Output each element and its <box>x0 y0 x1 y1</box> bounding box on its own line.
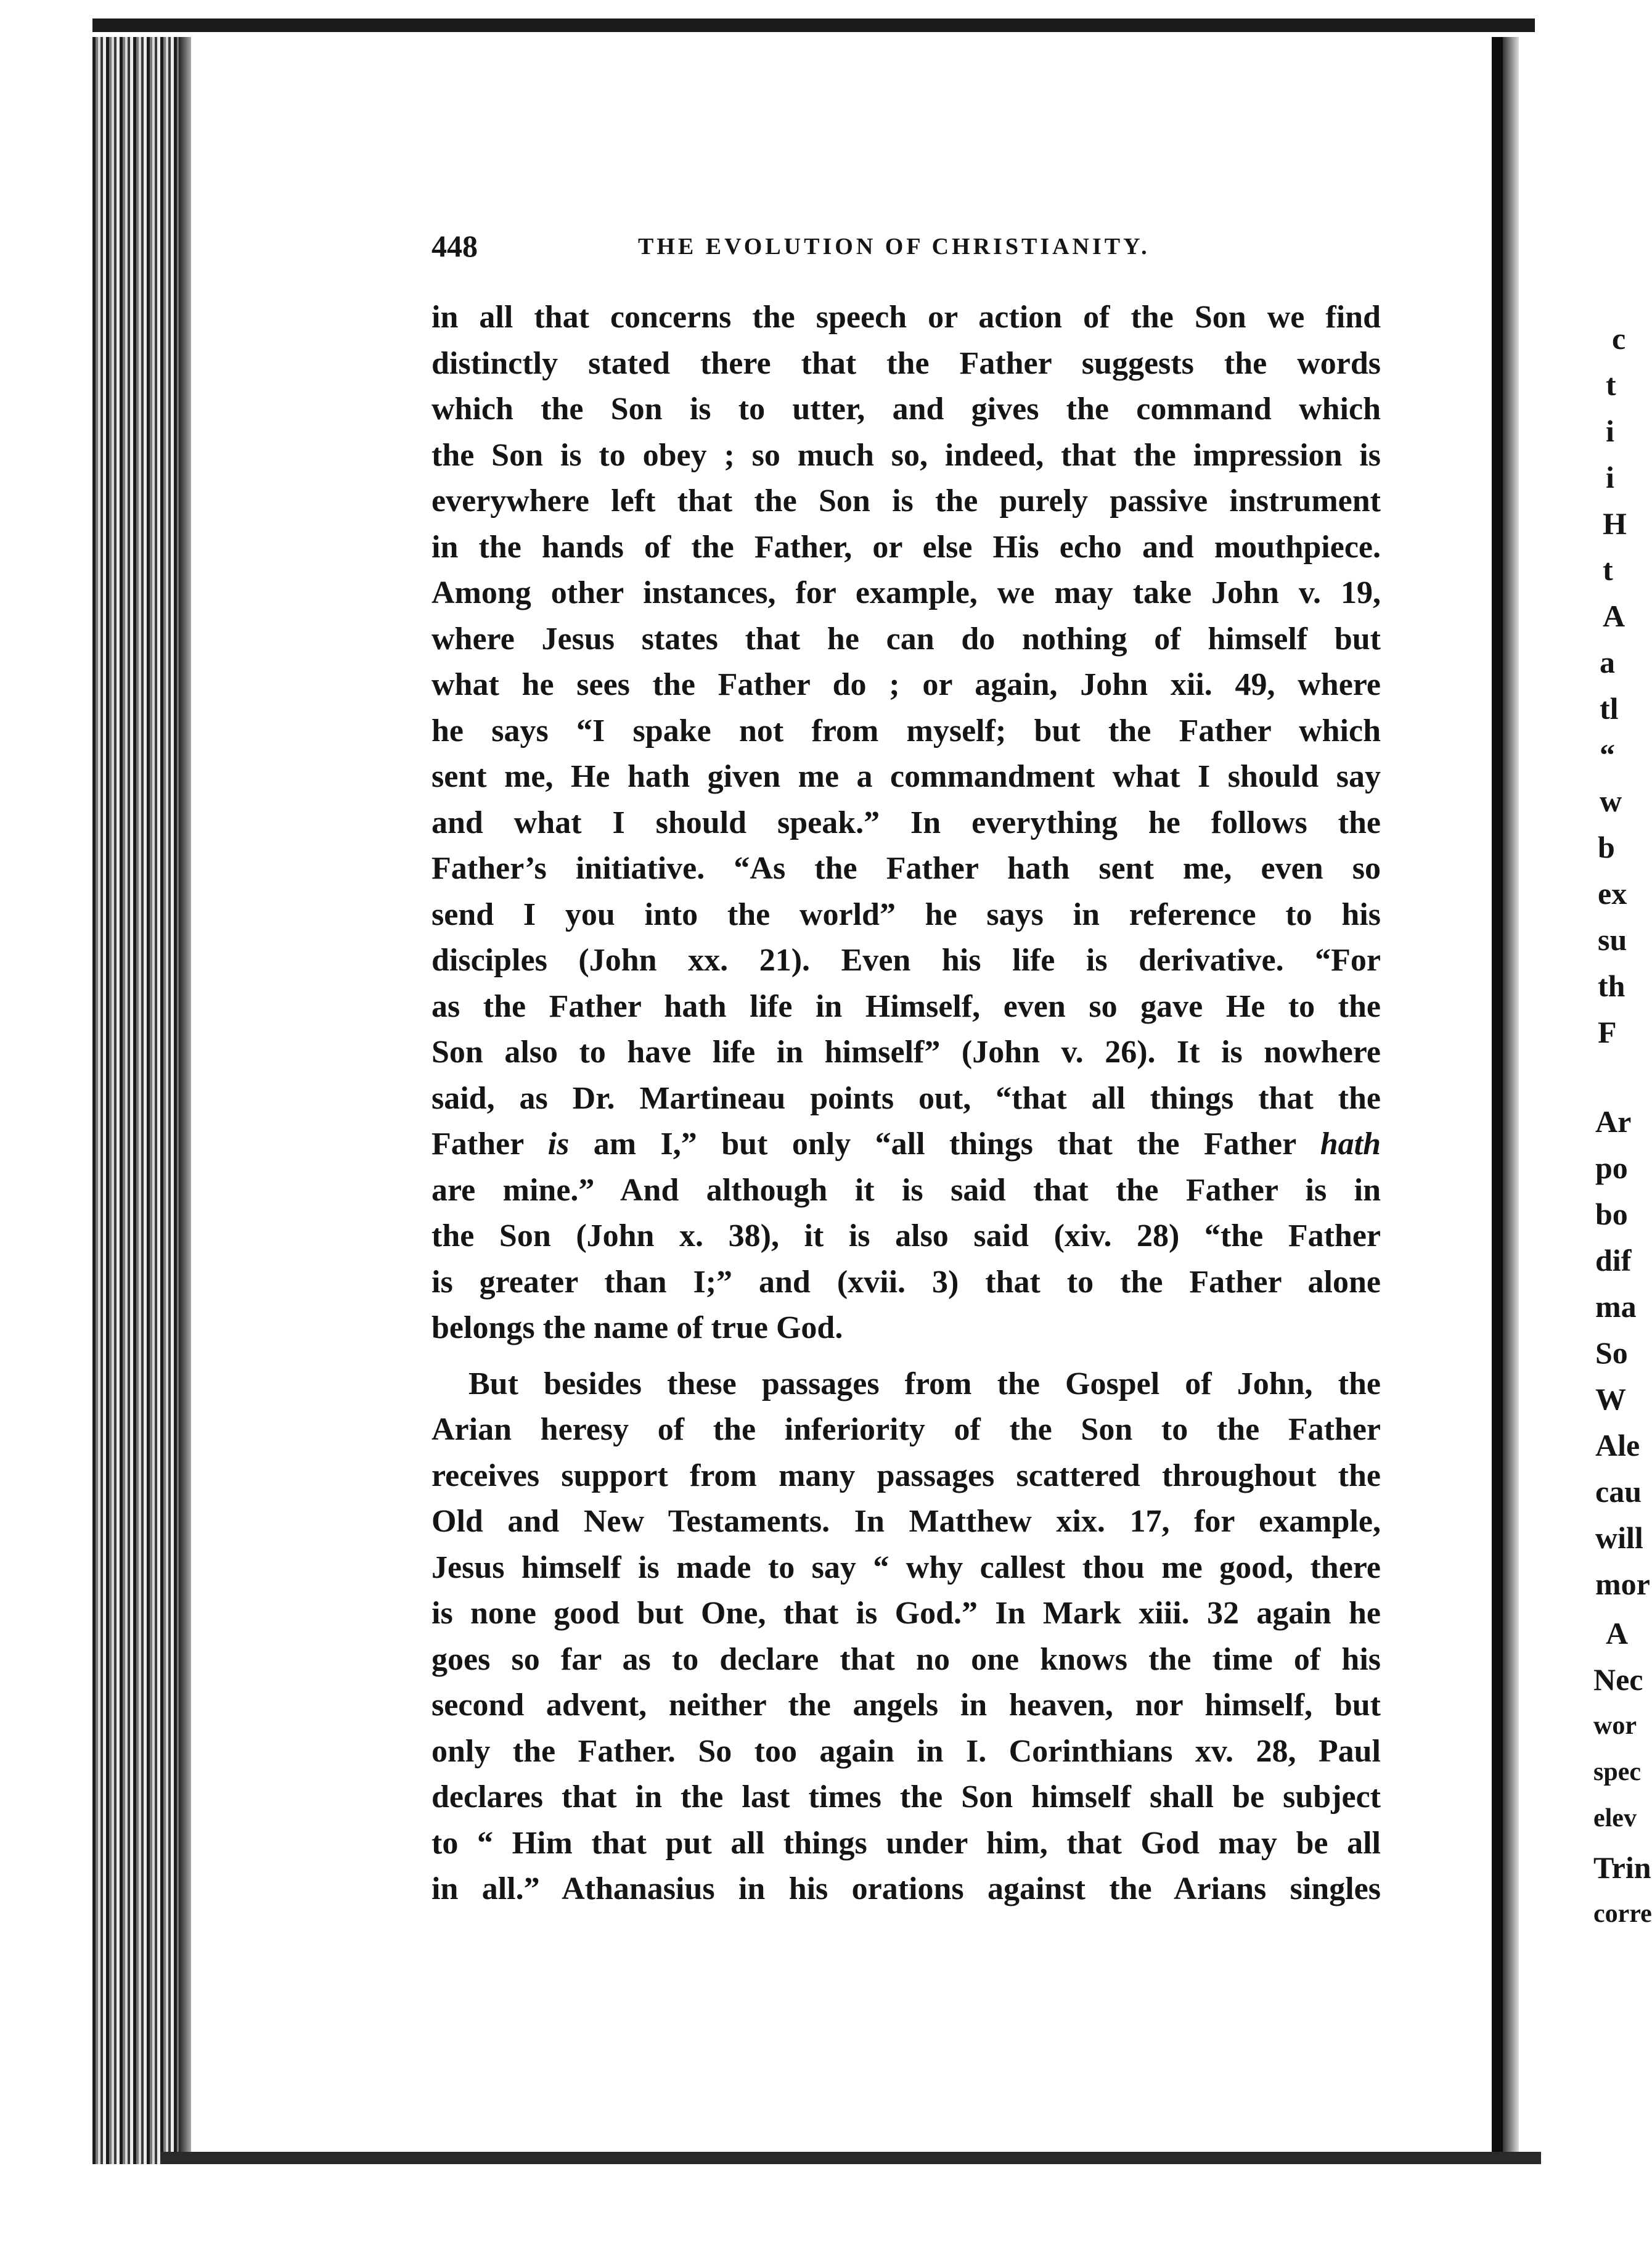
facing-page-fragment: w <box>1600 784 1622 818</box>
facing-page-fragment: po <box>1595 1151 1628 1185</box>
text-line: in the hands of the Father, or else His echo and mouthpiece. <box>431 529 1381 565</box>
book-gutter <box>1492 37 1503 2158</box>
facing-page-fragment: F <box>1598 1015 1617 1049</box>
text-line: and what I should speak.” In everything he follows the <box>431 805 1381 840</box>
page-header <box>431 228 1381 265</box>
text-line: everywhere left that the Son is the purely passive instrument <box>431 483 1381 519</box>
text-line: to “ Him that put all things under him, that God may be all <box>431 1825 1381 1861</box>
text-line: Son also to have life in himself” (John v. 26). It is nowhere <box>431 1035 1381 1070</box>
facing-page-fragment: Ar <box>1595 1104 1632 1139</box>
text-line: what he sees the Father do ; or again, John xii. 49, where <box>431 667 1381 702</box>
book-edge-shadow <box>179 37 191 2164</box>
text-line: disciples (John xx. 21). Even his life is derivative. “For <box>431 943 1381 978</box>
facing-page-fragment: t <box>1603 552 1613 587</box>
facing-page-fragment: cau <box>1595 1474 1642 1509</box>
facing-page-fragment: c <box>1612 321 1626 356</box>
facing-page-fragment: corre <box>1593 1900 1652 1928</box>
text-line: But besides these passages from the Gospel of John, the <box>468 1366 1381 1401</box>
facing-page-fragment: a <box>1600 645 1615 679</box>
facing-page-fragment: H <box>1603 506 1627 541</box>
facing-page-fragment: th <box>1598 969 1625 1003</box>
facing-page-fragment: will <box>1595 1520 1643 1555</box>
text-line: which the Son is to utter, and gives the command which <box>431 392 1381 427</box>
text-line-with-italics <box>431 1122 1381 1168</box>
facing-page-fragment: Ale <box>1595 1428 1640 1462</box>
facing-page-fragment: A <box>1606 1616 1629 1651</box>
running-head: THE EVOLUTION OF CHRISTIANITY. <box>638 234 1150 260</box>
facing-page-fragment: A <box>1603 599 1625 633</box>
text-line: Father’s initiative. “As the Father hath sent me, even so <box>431 851 1381 886</box>
facing-page-fragment: bo <box>1595 1197 1628 1231</box>
text-line: as the Father hath life in Himself, even so gave He to the <box>431 988 1381 1024</box>
text-line: the Son is to obey ; so much so, indeed, that the impression is <box>431 437 1381 473</box>
text-line: receives support from many passages scattered throughout the <box>431 1458 1381 1493</box>
facing-page-fragment: wor <box>1593 1712 1637 1740</box>
facing-page-fragment: So <box>1595 1335 1628 1370</box>
text-line: distinctly stated there that the Father suggests the words <box>431 345 1381 381</box>
facing-page-fragment: ex <box>1598 876 1627 911</box>
text-line: in all.” Athanasius in his orations against the Arians singles <box>431 1871 1381 1906</box>
book-top-edge <box>92 18 1535 32</box>
text-line: Old and New Testaments. In Matthew xix. 17, for example, <box>431 1504 1381 1539</box>
text-line: declares that in the last times the Son himself shall be subject <box>431 1779 1381 1815</box>
facing-page-fragment: mor <box>1595 1567 1650 1601</box>
text-line: goes so far as to declare that no one knows the time of his <box>431 1641 1381 1677</box>
text-line: sent me, He hath given me a commandment what I should say <box>431 759 1381 794</box>
text-line: belongs the name of true God. <box>431 1310 843 1345</box>
facing-page-fragment: elev <box>1593 1804 1637 1832</box>
text-line: only the Father. So too again in I. Corinthians xv. 28, Paul <box>431 1733 1381 1769</box>
text-line: Among other instances, for example, we may take John v. 19, <box>431 575 1381 610</box>
body-text <box>431 295 1381 1913</box>
facing-page-fragment: b <box>1598 830 1615 864</box>
book-gutter-shadow <box>1503 37 1519 2158</box>
text-line: Jesus himself is made to say “ why callest thou me good, there <box>431 1549 1381 1585</box>
text-run: am I,” but only “all things that the Father <box>569 1126 1320 1162</box>
facing-page-fragment: dif <box>1595 1243 1632 1278</box>
page-number: 448 <box>431 229 478 263</box>
facing-page-fragment: tl <box>1600 691 1619 726</box>
facing-page-fragment: “ <box>1600 737 1615 772</box>
text-line: said, as Dr. Martineau points out, “that all things that the <box>431 1080 1381 1116</box>
facing-page-fragment: spec <box>1593 1758 1641 1786</box>
text-line: where Jesus states that he can do nothing of himself but <box>431 621 1381 657</box>
italic-word: hath <box>1320 1126 1381 1162</box>
book-page-edges <box>92 37 185 2164</box>
facing-page-fragment: i <box>1606 414 1614 448</box>
italic-word: is <box>547 1126 570 1162</box>
text-line: Arian heresy of the inferiority of the Son to the Father <box>431 1412 1381 1447</box>
facing-page-fragment: su <box>1598 922 1627 957</box>
facing-page-fragment: i <box>1606 460 1614 494</box>
text-line: are mine.” And although it is said that the Father is in <box>431 1172 1381 1208</box>
book-bottom-edge <box>160 2152 1541 2164</box>
text-line: is greater than I;” and (xvii. 3) that to the Father alone <box>431 1264 1381 1300</box>
facing-page-fragment: t <box>1606 367 1616 402</box>
facing-page-fragment: Trin <box>1593 1850 1651 1885</box>
facing-page-fragments <box>1541 290 1652 2139</box>
text-line: he says “I spake not from myself; but the Father which <box>431 713 1381 749</box>
text-line: in all that concerns the speech or action of the Son we find <box>431 300 1381 335</box>
facing-page-fragment: Nec <box>1593 1662 1643 1697</box>
facing-page-fragment: W <box>1595 1382 1626 1416</box>
text-run: Father <box>431 1126 548 1162</box>
text-line: the Son (John x. 38), it is also said (xiv. 28) “the Father <box>431 1218 1381 1253</box>
text-line: second advent, neither the angels in heaven, nor himself, but <box>431 1688 1381 1723</box>
text-line: is none good but One, that is God.” In Mark xiii. 32 again he <box>431 1596 1381 1631</box>
facing-page-fragment: ma <box>1595 1289 1637 1324</box>
text-line: send I you into the world” he says in reference to his <box>431 896 1381 932</box>
